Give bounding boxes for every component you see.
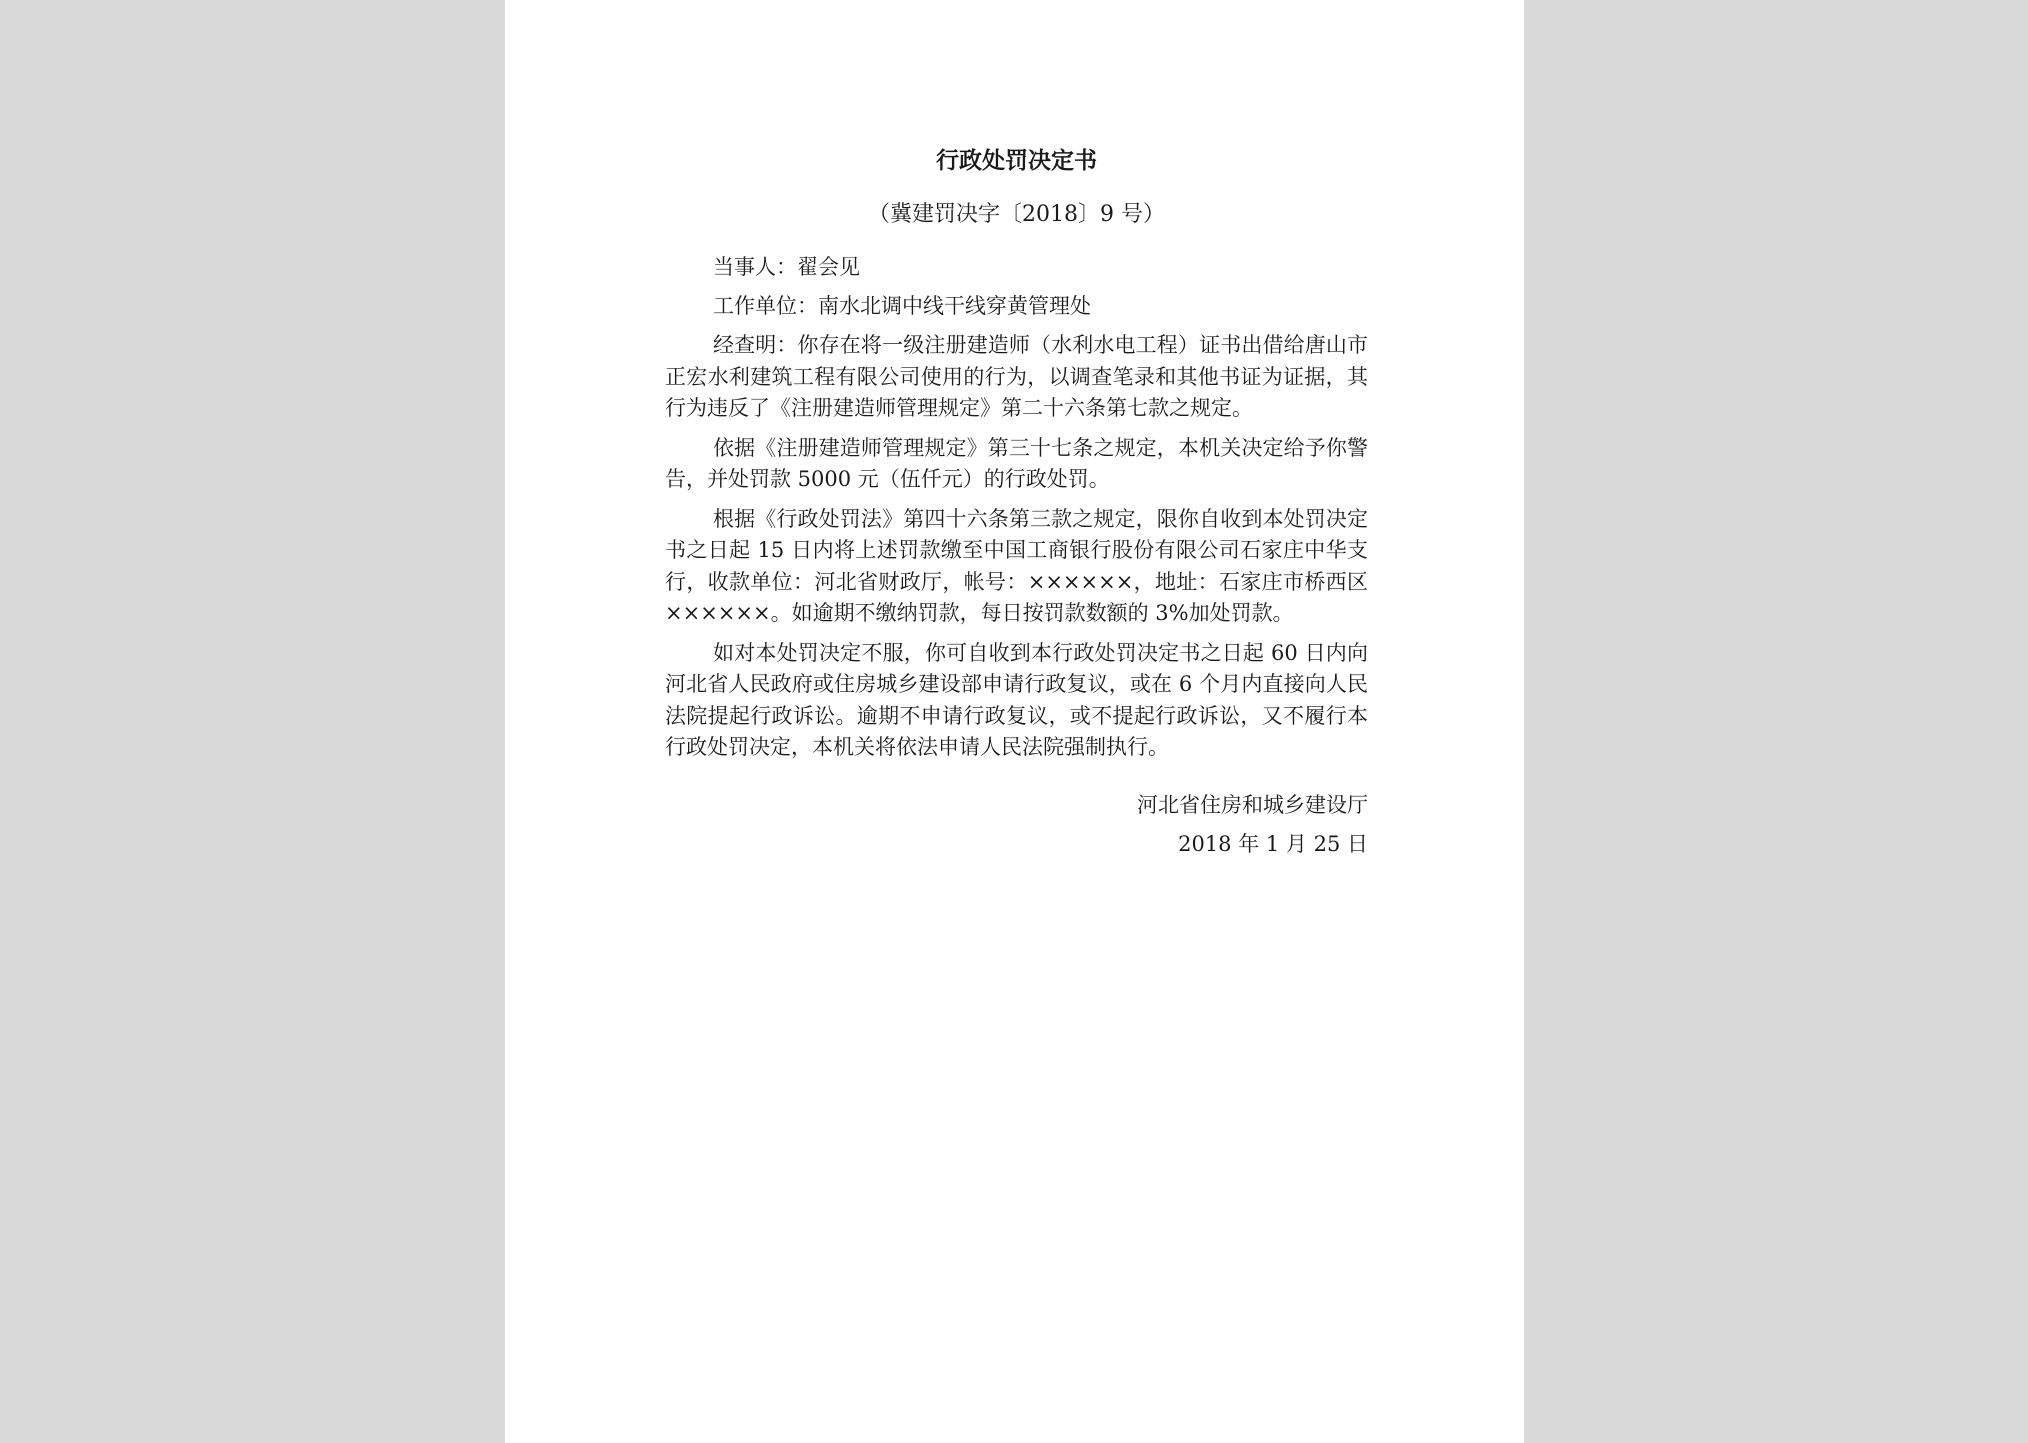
document-content bbox=[665, 146, 1368, 860]
party-name: 翟会见 bbox=[797, 255, 860, 279]
finding-paragraph: 经查明：你存在将一级注册建造师（水利水电工程）证书出借给唐山市正宏水利建筑工程有限公司使用的行为，以调查笔录和其他书证为证据，其行为违反了《注册建造师管理规定》第二十六条第七款之规定。 bbox=[665, 333, 1368, 420]
document-title: 行政处罚决定书 bbox=[936, 147, 1097, 174]
issue-date: 2018 年 1 月 25 日 bbox=[1178, 831, 1368, 856]
unit-field bbox=[665, 291, 1368, 322]
issuer-signature: 河北省住房和城乡建设厅 bbox=[1137, 792, 1368, 817]
appeal-paragraph: 如对本处罚决定不服，你可自收到本行政处罚决定书之日起 60 日内向河北省人民政府或住房城乡建设部申请行政复议，或在 6 个月内直接向人民法院提起行政诉讼。逾期不申请行政复议，或不提起行政诉讼，又不履行本行政处罚决定，本机关将依法申请人民法院强制执行。 bbox=[665, 640, 1368, 759]
unit-label: 工作单位： bbox=[713, 294, 818, 318]
payment-paragraph: 根据《行政处罚法》第四十六条第三款之规定，限你自收到本处罚决定书之日起 15 日内将上述罚款缴至中国工商银行股份有限公司石家庄中华支行，收款单位：河北省财政厅，帐号：××××××，地址：石家庄市桥西区××××××。如逾期不缴纳罚款，每日按罚款数额的 3%加处罚款。 bbox=[665, 506, 1368, 625]
penalty-paragraph: 依据《注册建造师管理规定》第三十七条之规定，本机关决定给予你警告，并处罚款 5000 元（伍仟元）的行政处罚。 bbox=[665, 435, 1368, 491]
document-number: （冀建罚决字〔2018〕9 号） bbox=[868, 202, 1165, 227]
party-field bbox=[665, 252, 1368, 283]
document-page bbox=[505, 0, 1524, 1443]
unit-name: 南水北调中线干线穿黄管理处 bbox=[818, 294, 1091, 318]
party-label: 当事人： bbox=[713, 255, 797, 279]
